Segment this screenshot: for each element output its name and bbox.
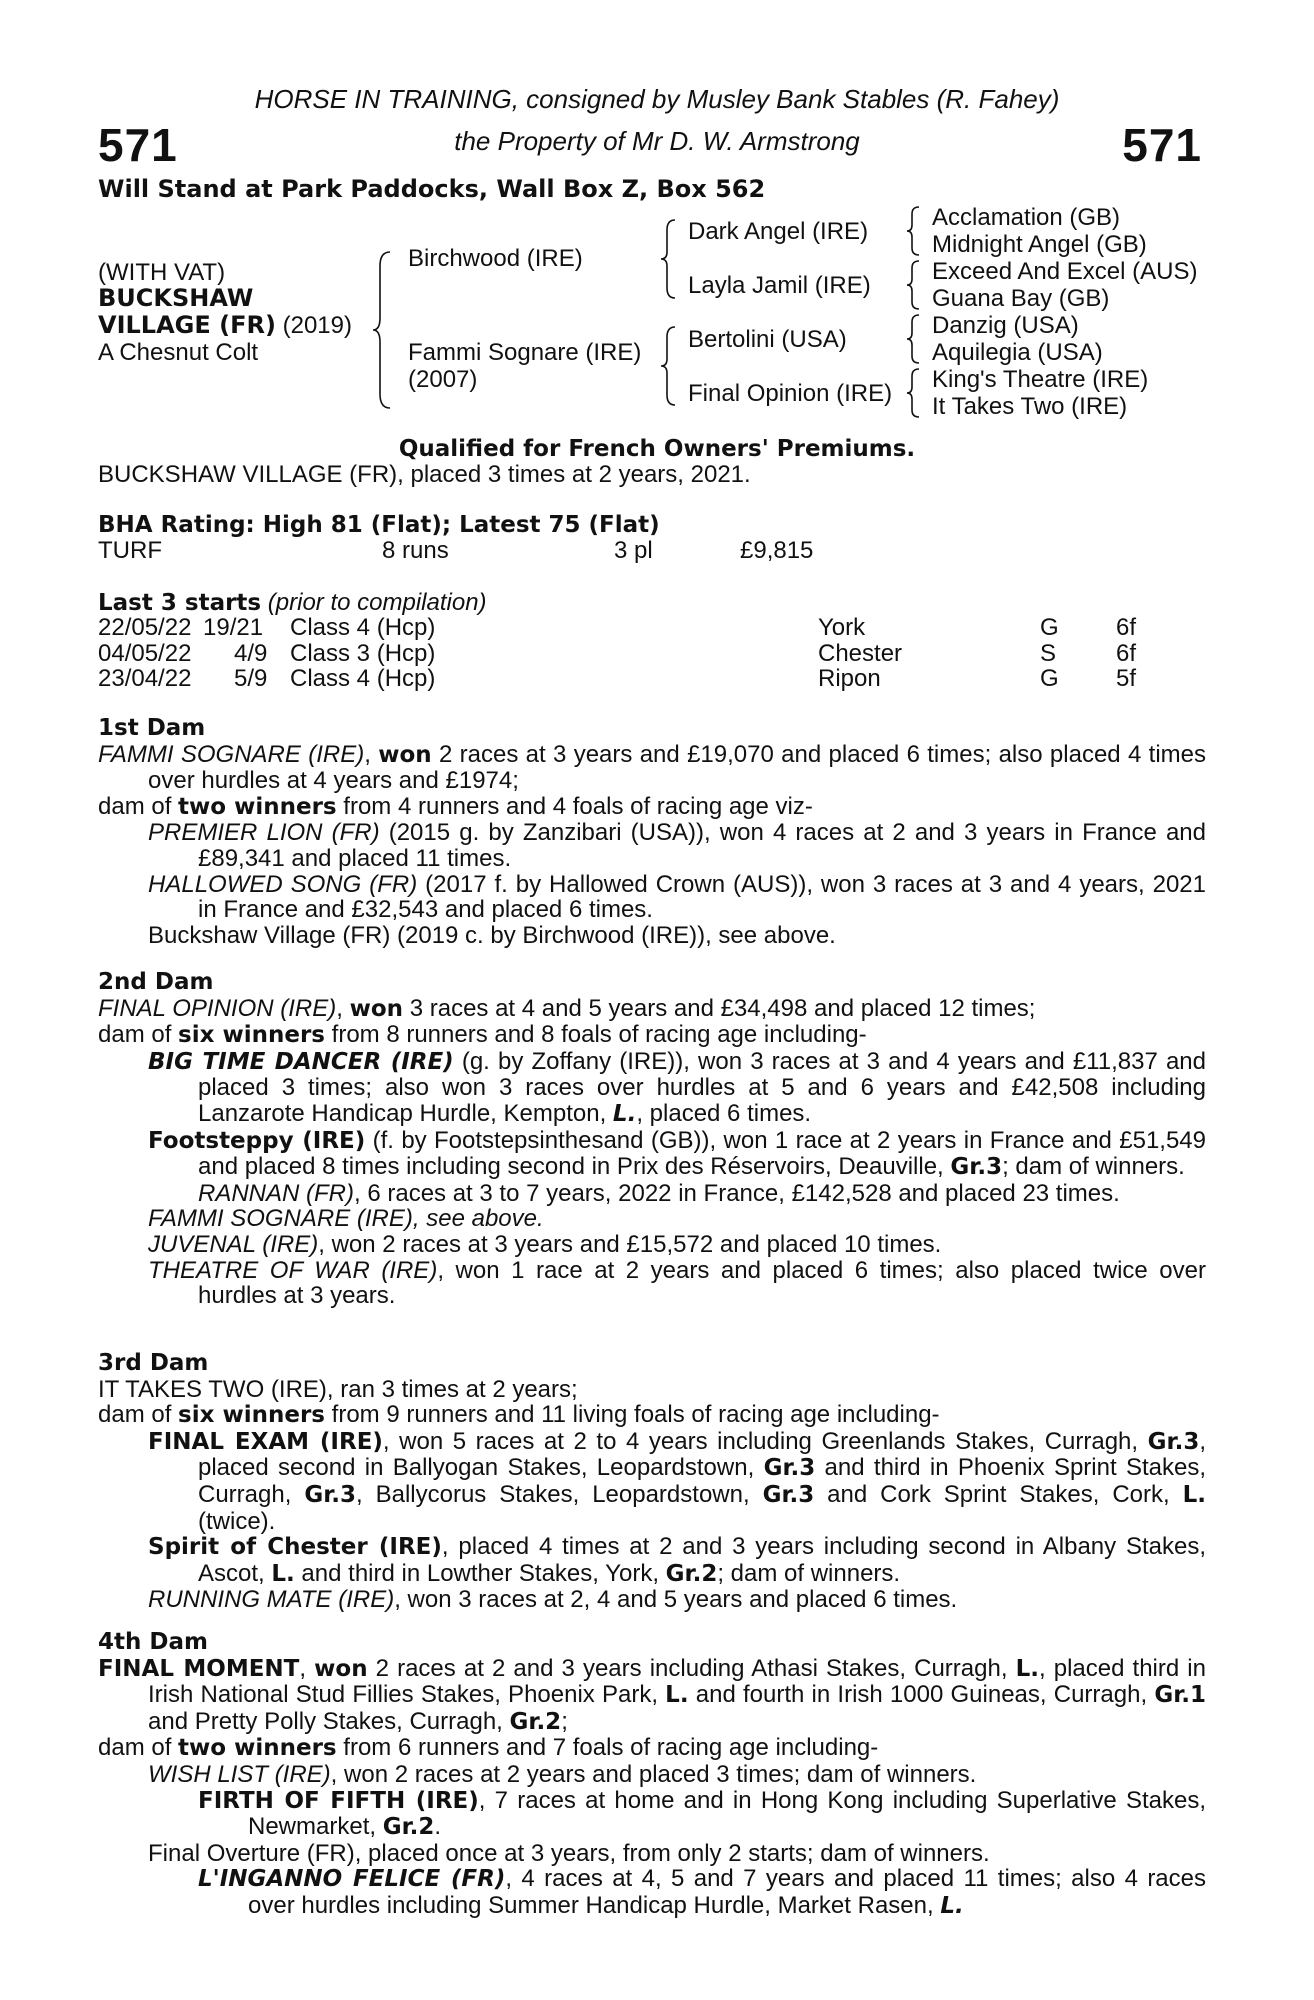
pedigree-brace-sire [660, 218, 678, 300]
first-dam-section [98, 716, 1206, 948]
dam-intro: FINAL OPINION (IRE), won 3 races at 4 and 5 years and £34,498 and placed 12 times; [98, 994, 1036, 1022]
section-heading: 4th Dam [98, 1629, 208, 1655]
catalogue-page: HORSE IN TRAINING, consigned by Musley Bank Stables (R. Fahey) 571 the Property of Mr D. W. Armstrong 571 Will Stand at Park Paddocks, Wall Box Z, Box 562 (WITH VAT) BUCKSHAW VILLAGE (FR) (2019) A Chesnut Colt Birchwood (IRE) Fammi Sognare (IRE) (2007) Dark Angel (IRE) Layla Jamil (IRE) Bertolini (USA) Final Opinion (IRE) Acclamation (GB) Midnight Angel (GB) Exceed And Excel (AUS) Guana Bay (GB) Danzig (USA) Aquilegia (USA) King's Theatre (IRE) It Takes Two (IRE) Qualified for French Owners' Premiums. BUCKSHAW VILLAGE (FR), placed 3 times at 2 years, 2021. BHA Rating: High 81 (Flat); Latest 75 (Flat) TURF 8 runs 3 pl £9,815 Last 3 starts (prior to compilation) 22/05/22 19/21 Class 4 (Hcp) York G 6f 04/05/22 4/9 Class 3 (Hcp) Chester S 6f 23/04/22 5/9 Class 4 (Hcp) Ripon G 5f 1st Dam FAMMI SOGNARE (IRE), won 2 races at 3 years and £19,070 and placed 6 times; also placed 4 times over hurdles at 4 years and £1974; dam of two winners from 4 runners and 4 foals of racing age viz- PREMIER LION (FR) (2015 g. by Zanzibari (USA)), won 4 races at 2 and 3 years in France and £89,341 and placed 11 times. HALLOWED SONG (FR) (2017 f. by Hallowed Crown (AUS)), won 3 races at 3 and 4 years, 2021 in France and £32,543 and placed 6 times. Buckshaw Village (FR) (2019 c. by Birchwood (IRE)), see above. 2nd Dam FINAL OPINION (IRE), won 3 races at 4 and 5 years and £34,498 and placed 12 times; dam of six winners from 8 runners and 8 foals of racing age including- BIG TIME DANCER (IRE) (g. by Zoffany (IRE)), won 3 races at 3 and 4 years and £11,837 and placed 3 times; also won 3 races over hurdles at 5 and 6 years and £42,508 including Lanzarote Handicap Hurdle, Kempton, L., placed 6 times. Footsteppy (IRE) (f. by Footstepsinthesand (GB)), won 1 race at 2 years in France and £51,549 and placed 8 times including second in Prix des Réservoirs, Deauville, Gr.3; dam of winners. RANNAN (FR), 6 races at 3 to 7 years, 2022 in France, £142,528 and placed 23 times. FAMMI SOGNARE (IRE), see above. JUVENAL (IRE), won 2 races at 3 years and £15,572 and placed 10 times. THEATRE OF WAR (IRE), won 1 race at 2 years and placed 6 times; also placed twice over hurdles at 3 years. 3rd Dam IT TAKES TWO (IRE), ran 3 times at 2 years; dam of six winners from 9 runners and 11 living foals of racing age including- FINAL EXAM (IRE), won 5 races at 2 to 4 years including Greenlands Stakes, Curragh, Gr.3, placed second in Ballyogan Stakes, Leopardstown, Gr.3 and third in Phoenix Sprint Stakes, Curragh, Gr.3, Ballycorus Stakes, Leopardstown, Gr.3 and Cork Sprint Stakes, Cork, L. (twice). Spirit of Chester (IRE), placed 4 times at 2 and 3 years including second in Albany Stakes, Ascot, L. and third in Lowther Stakes, York, Gr.2; dam of winners. RUNNING MATE (IRE), won 3 races at 2, 4 and 5 years and placed 6 times. 4th Dam FINAL MOMENT, won 2 races at 2 and 3 years including Athasi Stakes, Curragh, L., placed third in Irish National Stud Fillies Stakes, Phoenix Park, L. and fourth in Irish 1000 Guineas, Curragh, Gr.1 and Pretty Polly Stakes, Curragh, Gr.2; dam of two winners from 6 runners and 7 foals of racing age including- WISH LIST (IRE), won 2 races at 2 years and placed 3 times; dam of winners. FIRTH OF FIFTH (IRE), 7 races at home and in Hong Kong including Superlative Stakes, Newmarket, Gr.2. Final Overture (FR), placed once at 3 years, from only 2 starts; dam of winners. L'INGANNO FELICE (FR), 4 races at 4, 5 and 7 years and placed 11 times; also 4 races over hurdles including Summer Handicap Hurdle, Market Rasen, L. [0, 0, 1314, 2000]
progeny-item: THEATRE OF WAR (IRE), won 1 race at 2 years and placed 6 times; also placed twice over hurdles at 3 years. [148, 1256, 1206, 1310]
grand-progeny-item: FIRTH OF FIFTH (IRE), 7 races at home and in Hong Kong including Superlative Stakes, Newmarket, Gr.2. [198, 1786, 1206, 1841]
stand-location: Will Stand at Park Paddocks, Wall Box Z, Box 562 [98, 175, 766, 203]
consignment-line: HORSE IN TRAINING, consigned by Musley Bank Stables (R. Fahey) [254, 84, 1060, 114]
progeny-item: FINAL EXAM (IRE), won 5 races at 2 to 4 years including Greenlands Stakes, Curragh, Gr.3, placed second in Ballyogan Stakes, Leopardstown, Gr.3 and third in Phoenix Sprint Stakes, Curragh, Gr.3, Ballycorus Stakes, Leopardstown, Gr.3 and Cork Sprint Stakes, Cork, L. (twice). [148, 1427, 1207, 1535]
vat-note: (WITH VAT) [98, 259, 226, 286]
lot-number-left: 571 [98, 119, 178, 171]
dam-of-line: dam of six winners from 9 runners and 11 living foals of racing age including- [98, 1401, 940, 1429]
dam-dam: Final Opinion (IRE) [688, 380, 893, 407]
brace-g2 [906, 259, 922, 311]
third-dam-section [98, 1351, 1206, 1613]
ancestor-8: It Takes Two (IRE) [932, 393, 1128, 420]
bha-earnings: £9,815 [740, 537, 814, 564]
bha-rating: BHA Rating: High 81 (Flat); Latest 75 (Flat) [98, 512, 660, 538]
brace-g1 [906, 205, 922, 257]
progeny-item: HALLOWED SONG (FR) (2017 f. by Hallowed Crown (AUS)), won 3 races at 3 and 4 years, 2021 in France and £32,543 and placed 6 times. [148, 870, 1206, 924]
section-heading: 2nd Dam [98, 969, 214, 995]
property-line: the Property of Mr D. W. Armstrong [454, 126, 860, 156]
lot-number-right: 571 [1122, 119, 1202, 171]
sire: Birchwood (IRE) [408, 245, 583, 272]
progeny-item: JUVENAL (IRE), won 2 races at 3 years and £15,572 and placed 10 times. [148, 1230, 942, 1258]
brace-g4 [906, 367, 922, 419]
ancestor-5: Danzig (USA) [932, 312, 1079, 339]
dam: Fammi Sognare (IRE) [408, 339, 642, 366]
bha-placed: 3 pl [614, 537, 653, 564]
horse-year: (2019) [275, 312, 352, 339]
horse-name-1: BUCKSHAW [98, 284, 254, 312]
qualified-note: Qualified for French Owners' Premiums. [398, 436, 916, 462]
grand-progeny-item: RANNAN (FR), 6 races at 3 to 7 years, 2022 in France, £142,528 and placed 23 times. [198, 1179, 1120, 1207]
bha-runs: 8 runs [382, 537, 449, 564]
dam-sire: Bertolini (USA) [688, 326, 847, 353]
ancestor-2: Midnight Angel (GB) [932, 231, 1147, 258]
dam-of-line: dam of two winners from 6 runners and 7 foals of racing age including- [98, 1734, 879, 1762]
ancestor-4: Guana Bay (GB) [932, 285, 1110, 312]
horse-description: A Chesnut Colt [98, 339, 259, 366]
progeny-item: FAMMI SOGNARE (IRE), see above. [148, 1205, 544, 1233]
progeny-item: RUNNING MATE (IRE), won 3 races at 2, 4 and 5 years and placed 6 times. [148, 1586, 958, 1614]
pedigree-brace-main [372, 250, 394, 410]
progeny-item: WISH LIST (IRE), won 2 races at 2 years and placed 3 times; dam of winners. [148, 1760, 977, 1788]
grand-progeny-item: L'INGANNO FELICE (FR), 4 races at 4, 5 and 7 years and placed 11 times; also 4 races over hurdles including Summer Handicap Hurdle, Market Rasen, L. [198, 1865, 1207, 1919]
pedigree-brace-dam [660, 325, 678, 407]
bha-surface: TURF [98, 537, 162, 564]
dam-of-line: dam of six winners from 8 runners and 8 foals of racing age including- [98, 1021, 867, 1049]
progeny-item: Spirit of Chester (IRE), placed 4 times at 2 and 3 years including second in Albany Stakes, Ascot, L. and third in Lowther Stakes, York, Gr.2; dam of winners. [148, 1533, 1206, 1587]
ancestor-1: Acclamation (GB) [932, 204, 1121, 231]
summary: BUCKSHAW VILLAGE (FR), placed 3 times at 2 years, 2021. [98, 461, 751, 488]
dam-year: (2007) [408, 366, 478, 393]
ancestor-6: Aquilegia (USA) [932, 339, 1103, 366]
dam-intro: IT TAKES TWO (IRE), ran 3 times at 2 years; [98, 1375, 578, 1403]
progeny-item: PREMIER LION (FR) (2015 g. by Zanzibari (USA)), won 4 races at 2 and 3 years in France and £89,341 and placed 11 times. [148, 819, 1206, 872]
progeny-item: BIG TIME DANCER (IRE) (g. by Zoffany (IRE)), won 3 races at 3 and 4 years and £11,837 and placed 3 times; also won 3 races over hurdles at 5 and 6 years and £42,508 including Lanzarote Handicap Hurdle, Kempton, L., placed 6 times. [148, 1047, 1206, 1127]
sire-dam: Layla Jamil (IRE) [688, 272, 871, 299]
progeny-item: Footsteppy (IRE) (f. by Footstepsinthesand (GB)), won 1 race at 2 years in France and £51,549 and placed 8 times including second in Prix des Réservoirs, Deauville, Gr.3; dam of winners. [148, 1126, 1206, 1181]
sire-sire: Dark Angel (IRE) [688, 218, 869, 245]
horse-name-2-row [98, 312, 352, 339]
section-heading: 3rd Dam [98, 1350, 209, 1376]
dam-intro: FINAL MOMENT, won 2 races at 2 and 3 years including Athasi Stakes, Curragh, L., placed third in Irish National Stud Fillies Stakes, Phoenix Park, L. and fourth in Irish 1000 Guineas, Curragh, Gr.1 and Pretty Polly Stakes, Curragh, Gr.2; [98, 1654, 1206, 1735]
ancestor-3: Exceed And Excel (AUS) [932, 258, 1198, 285]
section-heading: 1st Dam [98, 715, 206, 741]
progeny-item: Final Overture (FR), placed once at 3 years, from only 2 starts; dam of winners. [148, 1839, 990, 1867]
dam-intro: FAMMI SOGNARE (IRE), won 2 races at 3 years and £19,070 and placed 6 times; also placed 4 times over hurdles at 4 years and £1974; [98, 740, 1206, 795]
last-starts-heading: Last 3 starts (prior to compilation) [98, 589, 487, 616]
brace-g3 [906, 313, 922, 365]
progeny-item: Buckshaw Village (FR) (2019 c. by Birchwood (IRE)), see above. [148, 921, 836, 949]
fourth-dam-section [98, 1630, 1206, 1920]
second-dam-section [98, 970, 1206, 1309]
dam-of-line: dam of two winners from 4 runners and 4 foals of racing age viz- [98, 792, 813, 820]
ancestor-7: King's Theatre (IRE) [932, 366, 1149, 393]
horse-name-2: VILLAGE (FR) [98, 311, 276, 339]
